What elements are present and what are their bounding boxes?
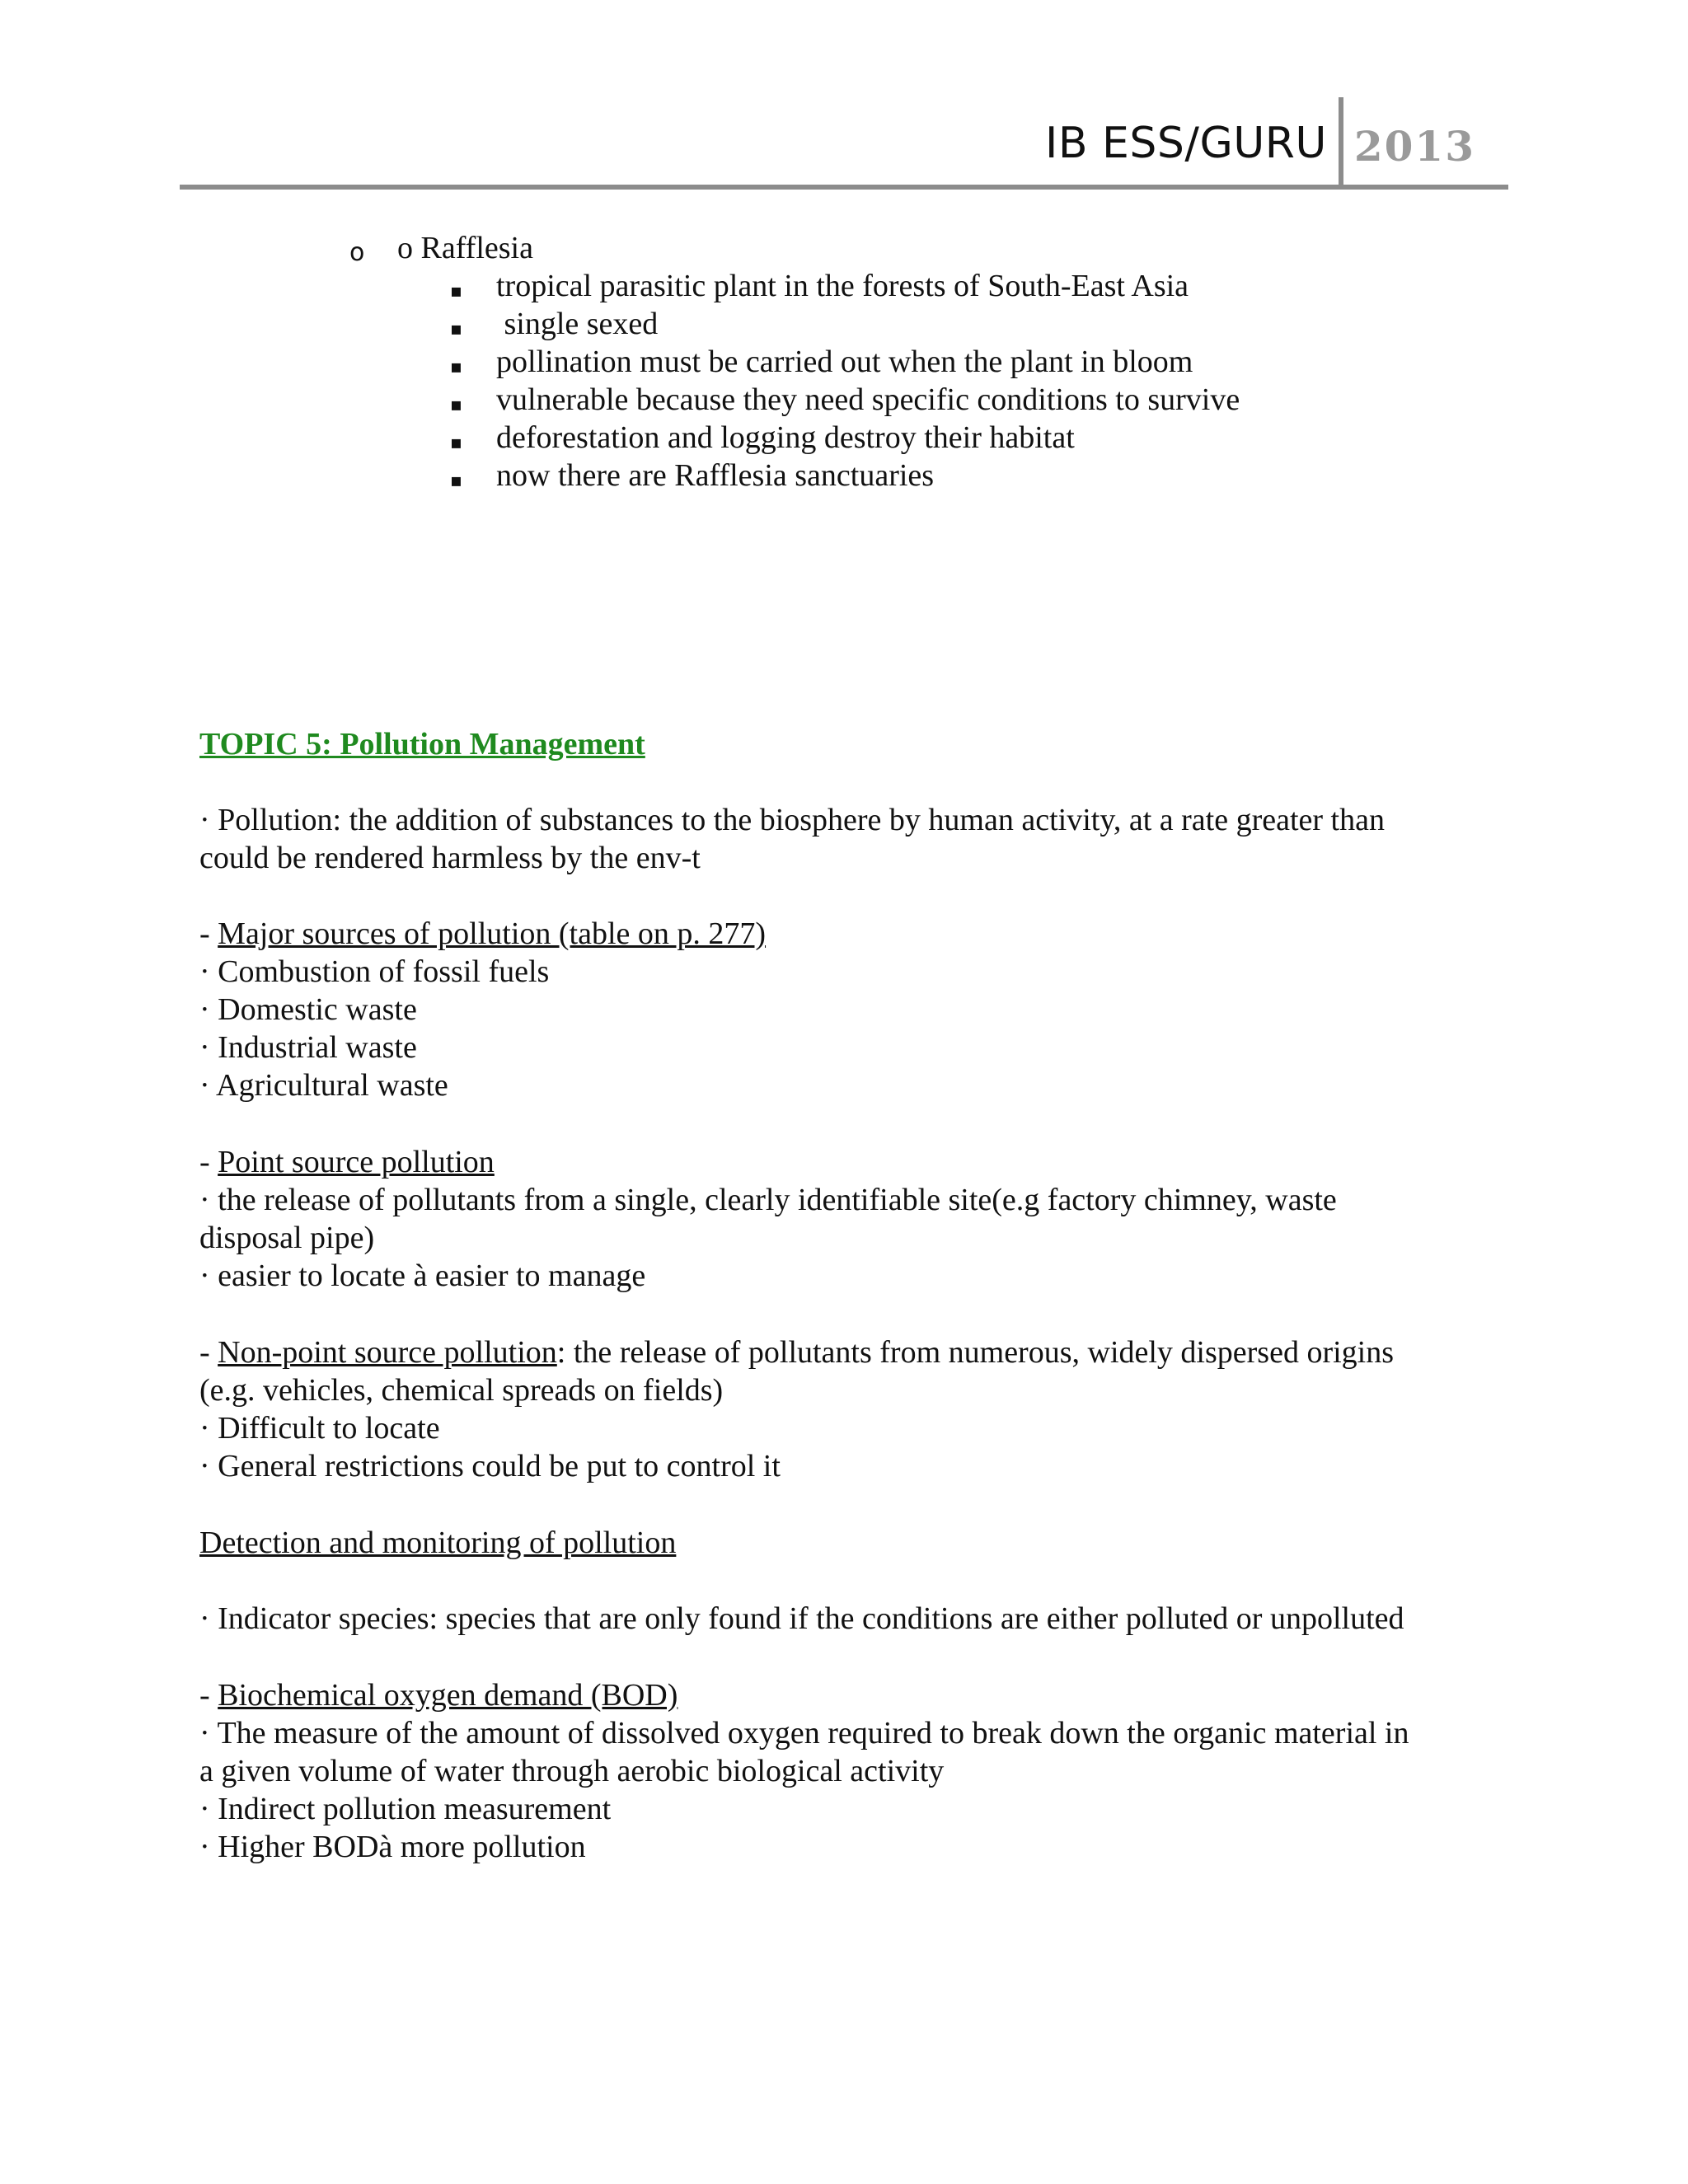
square-bullet-icon: ▪ — [450, 319, 462, 340]
header-title: IB ESS/GURU — [1045, 119, 1327, 168]
point-source-line: · easier to locate à easier to manage — [199, 1258, 646, 1293]
list-item: tropical parasitic plant in the forests of South-East Asia — [496, 269, 1189, 303]
non-point-source-line: (e.g. vehicles, chemical spreads on fields) — [199, 1373, 724, 1408]
point-source-heading: Point source pollution — [218, 1145, 495, 1179]
list-item: pollination must be carried out when the plant in bloom — [496, 344, 1193, 379]
bod-line: · Higher BODà more pollution — [199, 1830, 586, 1864]
non-point-source-heading: Non-point source pollution — [218, 1335, 557, 1370]
pollution-definition-line: could be rendered harmless by the env-t — [199, 841, 701, 875]
square-bullet-icon: ▪ — [450, 433, 462, 453]
list-item: · Industrial waste — [199, 1030, 417, 1065]
square-bullet-icon: ▪ — [450, 357, 462, 377]
square-bullet-icon: ▪ — [450, 471, 462, 491]
square-bullet-icon: ▪ — [450, 395, 462, 415]
header-rule — [180, 185, 1508, 190]
list-item: · Agricultural waste — [199, 1068, 448, 1103]
dash-prefix: - — [199, 1335, 218, 1370]
pollution-definition-line: · Pollution: the addition of substances to the biosphere by human activity, at a rate greater than — [199, 803, 1385, 837]
sub-bullet: o — [349, 238, 365, 267]
bod-heading: Biochemical oxygen demand (BOD) — [218, 1678, 678, 1713]
dash-prefix: - — [199, 916, 218, 951]
point-source-line: · the release of pollutants from a single, clearly identifiable site(e.g factory chimney, waste — [199, 1183, 1337, 1217]
bod-line: · The measure of the amount of dissolved oxygen required to break down the organic material in — [199, 1716, 1409, 1750]
list-item: single sexed — [496, 307, 659, 341]
list-item: deforestation and logging destroy their habitat — [496, 420, 1075, 455]
non-point-source-definition: : the release of pollutants from numerous, widely dispersed origins — [556, 1335, 1395, 1370]
header-year: 2013 — [1353, 122, 1475, 171]
list-item: now there are Rafflesia sanctuaries — [496, 458, 935, 493]
topic-heading: TOPIC 5: Pollution Management — [199, 727, 645, 762]
non-point-source-heading-line — [199, 1333, 1394, 1371]
non-point-source-line: · General restrictions could be put to control it — [199, 1449, 781, 1483]
page-header — [180, 97, 1508, 190]
square-bullet-icon: ▪ — [450, 281, 462, 302]
dash-prefix: - — [199, 1145, 218, 1179]
major-sources-heading-line — [199, 915, 766, 953]
bod-line: · Indirect pollution measurement — [199, 1792, 612, 1826]
point-source-heading-line — [199, 1143, 495, 1181]
list-item: · Combustion of fossil fuels — [199, 954, 550, 989]
non-point-source-line: · Difficult to locate — [199, 1411, 440, 1446]
major-sources-heading: Major sources of pollution (table on p. 277) — [218, 916, 767, 951]
rafflesia-title: o Rafflesia — [397, 231, 533, 265]
list-item: · Domestic waste — [199, 992, 417, 1027]
header-divider — [1339, 97, 1343, 185]
bod-line: a given volume of water through aerobic biological activity — [199, 1754, 945, 1788]
dash-prefix: - — [199, 1678, 218, 1713]
list-item: vulnerable because they need specific conditions to survive — [496, 382, 1240, 417]
point-source-line: disposal pipe) — [199, 1221, 375, 1255]
indicator-species-line: · Indicator species: species that are only found if the conditions are either polluted or unpolluted — [199, 1601, 1404, 1636]
bod-heading-line — [199, 1676, 678, 1714]
detection-heading: Detection and monitoring of pollution — [199, 1526, 677, 1560]
